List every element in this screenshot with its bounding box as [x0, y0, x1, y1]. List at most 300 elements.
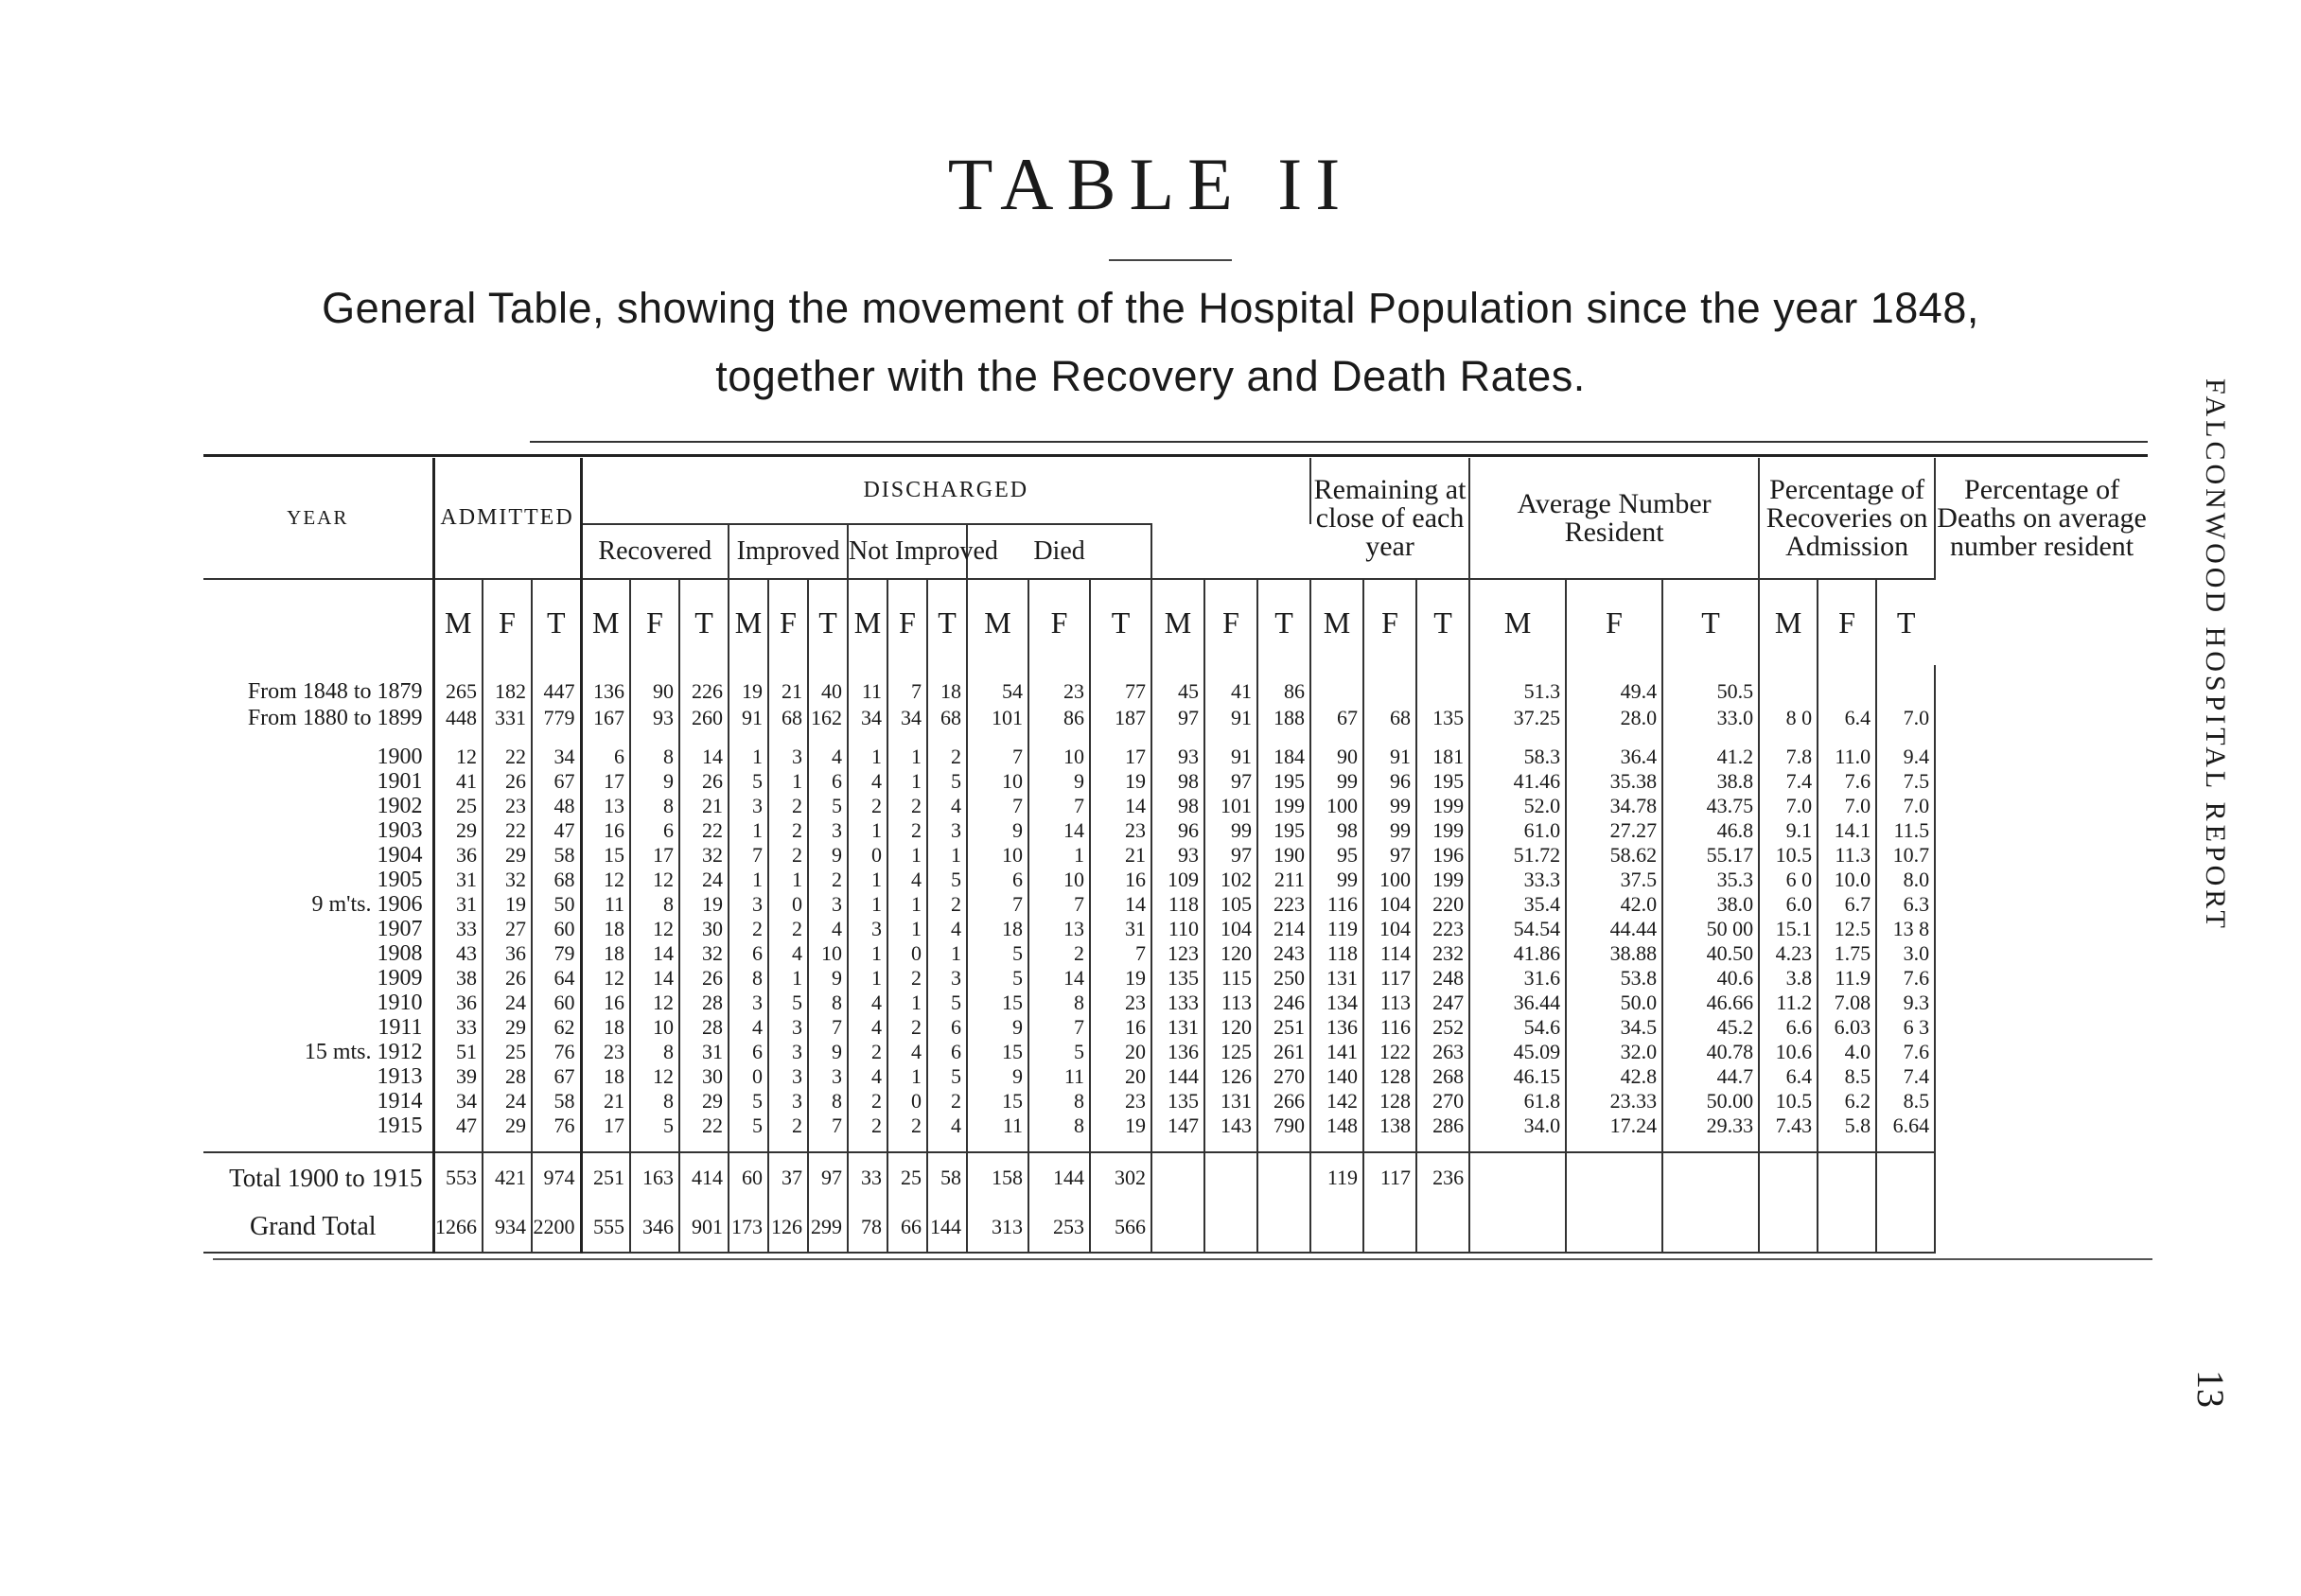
table-cell: 243 — [1257, 941, 1310, 966]
table-cell: 97 — [1204, 843, 1257, 868]
table-cell: 147 — [1151, 1114, 1204, 1138]
table-cell: 1 — [887, 917, 927, 941]
table-cell: 6 0 — [1759, 868, 1818, 892]
table-cell: 15 — [581, 843, 630, 868]
table-cell: 182 — [483, 678, 532, 705]
table-cell: 46.66 — [1662, 991, 1759, 1015]
table-cell: 12 — [581, 868, 630, 892]
table-cell: 196 — [1416, 843, 1469, 868]
table-cell: 252 — [1416, 1015, 1469, 1040]
table-cell: 50 — [532, 892, 581, 917]
table-cell: 270 — [1257, 1064, 1310, 1089]
header-f: F — [768, 579, 808, 665]
table-cell: 184 — [1257, 745, 1310, 769]
table-cell: 261 — [1257, 1040, 1310, 1064]
table-cell: 54.6 — [1469, 1015, 1566, 1040]
table-cell: 44.7 — [1662, 1064, 1759, 1089]
table-cell: 7 — [967, 745, 1028, 769]
table-cell: 1 — [927, 941, 967, 966]
table-cell: 263 — [1416, 1040, 1469, 1064]
header-t: T — [1662, 579, 1759, 665]
table-cell: 7.4 — [1876, 1064, 1935, 1089]
table-cell: 1 — [848, 745, 887, 769]
header-t: T — [679, 579, 729, 665]
table-cell: 46.8 — [1662, 818, 1759, 843]
table-cell: 50.0 — [1566, 991, 1662, 1015]
table-cell: 1 — [887, 769, 927, 794]
table-cell: 98 — [1151, 794, 1204, 818]
table-cell: 135 — [1151, 1089, 1204, 1114]
table-cell: 7 — [1028, 794, 1090, 818]
table-row — [203, 892, 2148, 917]
table-cell: 6.64 — [1876, 1114, 1935, 1138]
table-cell: 21 — [581, 1089, 630, 1114]
table-cell: 8 — [808, 991, 848, 1015]
row-label: 15 mts. 1912 — [203, 1040, 433, 1064]
table-cell: 2 — [848, 1040, 887, 1064]
table-cell: 64 — [532, 966, 581, 991]
table-cell: 28 — [679, 1015, 729, 1040]
table-cell: 39 — [433, 1064, 483, 1089]
table-cell: 790 — [1257, 1114, 1310, 1138]
table-cell: 2 — [848, 1114, 887, 1138]
table-cell: 36 — [483, 941, 532, 966]
table-cell: 4 — [848, 1015, 887, 1040]
table-cell: 20 — [1090, 1064, 1151, 1089]
table-cell: 101 — [967, 705, 1028, 731]
table-cell: 41.86 — [1469, 941, 1566, 966]
table-cell: 35.4 — [1469, 892, 1566, 917]
table-cell: 2 — [729, 917, 768, 941]
table-cell: 12.5 — [1818, 917, 1876, 941]
table-cell: 19 — [1090, 769, 1151, 794]
table-cell: 448 — [433, 705, 483, 731]
table-cell: 23 — [483, 794, 532, 818]
table-cell: 4 — [848, 991, 887, 1015]
table-cell: 136 — [1151, 1040, 1204, 1064]
table-cell: 3 — [768, 745, 808, 769]
table-cell: 11 — [581, 892, 630, 917]
table-cell: 18 — [581, 1015, 630, 1040]
table-row — [203, 843, 2148, 868]
table-cell: 31 — [1090, 917, 1151, 941]
table-cell: 8 — [630, 745, 679, 769]
table-cell: 8 0 — [1759, 705, 1818, 731]
table-cell: 100 — [1310, 794, 1363, 818]
table-cell: 7 — [967, 794, 1028, 818]
table-cell: 11 — [967, 1114, 1028, 1138]
table-cell: 9 — [808, 843, 848, 868]
table-cell: 6.6 — [1759, 1015, 1818, 1040]
hospital-population-table — [203, 458, 2148, 1254]
table-cell: 16 — [1090, 868, 1151, 892]
table-cell: 3 — [768, 1089, 808, 1114]
table-cell: 250 — [1257, 966, 1310, 991]
total-row — [203, 1152, 2148, 1202]
table-cell: 79 — [532, 941, 581, 966]
table-cell: 90 — [630, 678, 679, 705]
table-cell: 53.8 — [1566, 966, 1662, 991]
table-cell: 116 — [1310, 892, 1363, 917]
table-cell: 97 — [1151, 705, 1204, 731]
table-cell: 270 — [1416, 1089, 1469, 1114]
table-cell: 76 — [532, 1114, 581, 1138]
table-cell: 9.1 — [1759, 818, 1818, 843]
table-cell — [1818, 1152, 1876, 1202]
header-f: F — [483, 579, 532, 665]
table-cell: 123 — [1151, 941, 1204, 966]
header-t: T — [1090, 579, 1151, 665]
table-cell: 17 — [1090, 745, 1151, 769]
table-cell: 25 — [483, 1040, 532, 1064]
table-cell: 22 — [483, 745, 532, 769]
table-cell: 2 — [927, 1089, 967, 1114]
header-t: T — [1876, 579, 1935, 665]
table-cell: 2200 — [532, 1202, 581, 1253]
table-cell: 14 — [630, 966, 679, 991]
table-cell: 1 — [848, 941, 887, 966]
row-label: From 1880 to 1899 — [203, 705, 433, 731]
table-cell: 104 — [1363, 892, 1416, 917]
table-cell: 104 — [1363, 917, 1416, 941]
table-cell: 44.44 — [1566, 917, 1662, 941]
table-cell: 36 — [433, 843, 483, 868]
table-cell: 6 3 — [1876, 1015, 1935, 1040]
header-not-improved: Not Improved — [848, 524, 967, 579]
row-label: Grand Total — [203, 1202, 433, 1253]
table-cell: 28.0 — [1566, 705, 1662, 731]
header-remaining: Remaining at close of each year — [1310, 458, 1469, 579]
table-cell: 13 8 — [1876, 917, 1935, 941]
table-cell: 19 — [1090, 1114, 1151, 1138]
header-recovered: Recovered — [581, 524, 729, 579]
table-cell: 144 — [927, 1202, 967, 1253]
table-cell: 223 — [1257, 892, 1310, 917]
table-cell: 8 — [630, 794, 679, 818]
table-cell: 5.8 — [1818, 1114, 1876, 1138]
header-admitted: ADMITTED — [433, 458, 581, 579]
table-cell: 34 — [887, 705, 927, 731]
table-cell: 5 — [729, 1114, 768, 1138]
title-rule — [1109, 259, 1232, 261]
row-label: 1903 — [203, 818, 433, 843]
table-cell: 6 — [967, 868, 1028, 892]
table-cell: 555 — [581, 1202, 630, 1253]
table-cell: 131 — [1310, 966, 1363, 991]
table-cell: 113 — [1204, 991, 1257, 1015]
table-cell: 7.0 — [1876, 705, 1935, 731]
table-cell: 10 — [967, 843, 1028, 868]
table-cell: 15 — [967, 991, 1028, 1015]
table-cell: 25 — [433, 794, 483, 818]
table-cell: 4.0 — [1818, 1040, 1876, 1064]
table-cell: 26 — [483, 769, 532, 794]
table-cell: 10.5 — [1759, 1089, 1818, 1114]
table-cell: 140 — [1310, 1064, 1363, 1089]
table-cell: 7 — [1028, 1015, 1090, 1040]
table-cell: 7 — [808, 1114, 848, 1138]
table-cell: 78 — [848, 1202, 887, 1253]
table-cell: 110 — [1151, 917, 1204, 941]
table-cell: 99 — [1363, 794, 1416, 818]
table-cell: 421 — [483, 1152, 532, 1202]
table-cell: 29 — [483, 1114, 532, 1138]
table-cell: 9.4 — [1876, 745, 1935, 769]
table-cell: 14 — [1028, 966, 1090, 991]
header-m: M — [433, 579, 483, 665]
table-cell: 29 — [483, 1015, 532, 1040]
table-cell: 190 — [1257, 843, 1310, 868]
table-cell: 4 — [927, 917, 967, 941]
table-cell: 19 — [679, 892, 729, 917]
table-cell: 7.6 — [1818, 769, 1876, 794]
table-cell: 100 — [1363, 868, 1416, 892]
table-cell: 93 — [1151, 843, 1204, 868]
table-cell — [1257, 1152, 1310, 1202]
table-cell: 3 — [808, 892, 848, 917]
header-year: YEAR — [203, 458, 433, 579]
table-cell: 4 — [768, 941, 808, 966]
table-cell: 4 — [927, 1114, 967, 1138]
table-cell: 17 — [630, 843, 679, 868]
table-cell: 2 — [1028, 941, 1090, 966]
table-cell: 566 — [1090, 1202, 1151, 1253]
table-cell: 7 — [729, 843, 768, 868]
table-cell: 447 — [532, 678, 581, 705]
table-cell: 5 — [927, 868, 967, 892]
table-cell: 346 — [630, 1202, 679, 1253]
table-cell: 6 — [927, 1015, 967, 1040]
table-cell: 52.0 — [1469, 794, 1566, 818]
table-cell: 3 — [927, 818, 967, 843]
table-cell: 1 — [887, 1064, 927, 1089]
table-cell: 97 — [1363, 843, 1416, 868]
table-cell: 32 — [483, 868, 532, 892]
table-cell: 6.4 — [1759, 1064, 1818, 1089]
table-cell: 934 — [483, 1202, 532, 1253]
spacer-row — [203, 665, 2148, 678]
table-cell: 27 — [483, 917, 532, 941]
table-row — [203, 1064, 2148, 1089]
table-cell: 1.75 — [1818, 941, 1876, 966]
table-cell: 8 — [729, 966, 768, 991]
header-m: M — [1759, 579, 1818, 665]
table-cell: 45 — [1151, 678, 1204, 705]
table-cell: 1 — [887, 843, 927, 868]
table-cell: 40.50 — [1662, 941, 1759, 966]
table-cell: 68 — [532, 868, 581, 892]
table-cell: 10 — [808, 941, 848, 966]
table-cell: 553 — [433, 1152, 483, 1202]
table-cell: 188 — [1257, 705, 1310, 731]
table-cell: 6 — [808, 769, 848, 794]
table-cell: 6.3 — [1876, 892, 1935, 917]
table-cell — [1662, 1152, 1759, 1202]
table-cell: 8.5 — [1876, 1089, 1935, 1114]
table-cell: 50 00 — [1662, 917, 1759, 941]
table-cell: 4 — [848, 1064, 887, 1089]
header-average-resident: Average Number Resident — [1469, 458, 1759, 579]
table-cell: 7.43 — [1759, 1114, 1818, 1138]
header-t: T — [1416, 579, 1469, 665]
table-cell: 6.0 — [1759, 892, 1818, 917]
table-cell: 41 — [1204, 678, 1257, 705]
table-cell: 104 — [1204, 917, 1257, 941]
table-cell: 3 — [729, 892, 768, 917]
table-cell: 12 — [630, 1064, 679, 1089]
subtitle-line-1: General Table, showing the movement of the Hospital Population since the year 1848, — [322, 284, 1979, 332]
table-cell: 10.7 — [1876, 843, 1935, 868]
table-cell: 76 — [532, 1040, 581, 1064]
table-cell — [1469, 1152, 1566, 1202]
header-pct-recoveries: Percentage of Recoveries on Admission — [1759, 458, 1935, 579]
table-cell: 10 — [1028, 868, 1090, 892]
table-cell: 91 — [1363, 745, 1416, 769]
row-label: 1913 — [203, 1064, 433, 1089]
table-cell: 7 — [887, 678, 927, 705]
table-cell: 105 — [1204, 892, 1257, 917]
table-cell: 14 — [1028, 818, 1090, 843]
header-f: F — [1363, 579, 1416, 665]
table-cell: 6 — [729, 1040, 768, 1064]
table-cell — [1662, 1202, 1759, 1253]
table-cell: 8 — [630, 1089, 679, 1114]
table-cell: 16 — [581, 818, 630, 843]
table-cell: 134 — [1310, 991, 1363, 1015]
table-cell — [1310, 678, 1363, 705]
table-cell: 3 — [768, 1015, 808, 1040]
table-cell: 214 — [1257, 917, 1310, 941]
table-cell: 34 — [532, 745, 581, 769]
table-cell: 195 — [1257, 818, 1310, 843]
table-cell: 122 — [1363, 1040, 1416, 1064]
table-cell: 97 — [808, 1152, 848, 1202]
table-cell: 199 — [1416, 818, 1469, 843]
header-died: Died — [967, 524, 1151, 579]
table-cell: 12 — [630, 917, 679, 941]
table-cell: 36.4 — [1566, 745, 1662, 769]
header-f: F — [1566, 579, 1662, 665]
table-cell: 125 — [1204, 1040, 1257, 1064]
table-cell: 3 — [729, 991, 768, 1015]
table-cell: 16 — [1090, 1015, 1151, 1040]
table-cell — [1151, 1152, 1204, 1202]
table-cell: 40.78 — [1662, 1040, 1759, 1064]
table-cell: 118 — [1310, 941, 1363, 966]
row-label: 1915 — [203, 1114, 433, 1138]
table-cell — [1876, 1152, 1935, 1202]
table-cell: 114 — [1363, 941, 1416, 966]
table-cell: 116 — [1363, 1015, 1416, 1040]
table-cell: 195 — [1257, 769, 1310, 794]
table-cell: 23 — [581, 1040, 630, 1064]
table-cell: 11 — [848, 678, 887, 705]
table-cell: 143 — [1204, 1114, 1257, 1138]
table-cell: 23.33 — [1566, 1089, 1662, 1114]
table-cell: 60 — [729, 1152, 768, 1202]
table-cell: 12 — [630, 991, 679, 1015]
table-cell: 253 — [1028, 1202, 1090, 1253]
table-cell: 33.0 — [1662, 705, 1759, 731]
table-cell: 236 — [1416, 1152, 1469, 1202]
table-cell: 99 — [1310, 868, 1363, 892]
table-cell: 313 — [967, 1202, 1028, 1253]
table-cell — [1759, 678, 1818, 705]
table-cell: 90 — [1310, 745, 1363, 769]
table-cell: 144 — [1151, 1064, 1204, 1089]
table-cell: 9 — [967, 1015, 1028, 1040]
table-cell: 167 — [581, 705, 630, 731]
table-cell: 14 — [630, 941, 679, 966]
header-improved: Improved — [729, 524, 848, 579]
table-cell: 4 — [887, 868, 927, 892]
table-cell: 15 — [967, 1040, 1028, 1064]
table-cell: 25 — [887, 1152, 927, 1202]
table-cell: 1266 — [433, 1202, 483, 1253]
subtitle-line-2: together with the Recovery and Death Rates. — [715, 352, 1586, 400]
table-cell: 199 — [1416, 794, 1469, 818]
table-cell: 144 — [1028, 1152, 1090, 1202]
table-cell: 4 — [887, 1040, 927, 1064]
table-cell: 34.0 — [1469, 1114, 1566, 1138]
table-cell: 2 — [768, 917, 808, 941]
table-cell: 91 — [729, 705, 768, 731]
table-cell: 24 — [679, 868, 729, 892]
table-cell: 7.5 — [1876, 769, 1935, 794]
row-label: 1907 — [203, 917, 433, 941]
table-cell: 8 — [808, 1089, 848, 1114]
table-cell: 14 — [1090, 892, 1151, 917]
table-cell — [1876, 1202, 1935, 1253]
table-cell: 54.54 — [1469, 917, 1566, 941]
row-label: 1904 — [203, 843, 433, 868]
table-cell: 31.6 — [1469, 966, 1566, 991]
table-cell: 8.0 — [1876, 868, 1935, 892]
table-cell: 1 — [887, 892, 927, 917]
table-cell: 2 — [768, 843, 808, 868]
table-cell: 23 — [1090, 991, 1151, 1015]
spacer-row — [203, 731, 2148, 745]
table-cell: 119 — [1310, 917, 1363, 941]
table-cell: 48 — [532, 794, 581, 818]
table-cell: 15 — [967, 1089, 1028, 1114]
table-cell — [1151, 1202, 1204, 1253]
table-cell: 226 — [679, 678, 729, 705]
table-cell: 7 — [967, 892, 1028, 917]
table-cell: 2 — [808, 868, 848, 892]
table-cell: 22 — [679, 1114, 729, 1138]
table-cell: 173 — [729, 1202, 768, 1253]
table-cell — [1257, 1202, 1310, 1253]
table-row — [203, 678, 2148, 705]
table-cell: 26 — [679, 769, 729, 794]
table-cell: 33.3 — [1469, 868, 1566, 892]
table-cell: 6 — [581, 745, 630, 769]
table-row — [203, 1040, 2148, 1064]
table-cell: 99 — [1363, 818, 1416, 843]
table-row — [203, 917, 2148, 941]
table-cell: 1 — [887, 991, 927, 1015]
header-f: F — [887, 579, 927, 665]
table-cell: 11.9 — [1818, 966, 1876, 991]
header-m: M — [848, 579, 887, 665]
table-cell: 43 — [433, 941, 483, 966]
table-cell: 21 — [768, 678, 808, 705]
table-cell: 4.23 — [1759, 941, 1818, 966]
table-cell: 120 — [1204, 1015, 1257, 1040]
table-cell: 138 — [1363, 1114, 1416, 1138]
table-row — [203, 941, 2148, 966]
